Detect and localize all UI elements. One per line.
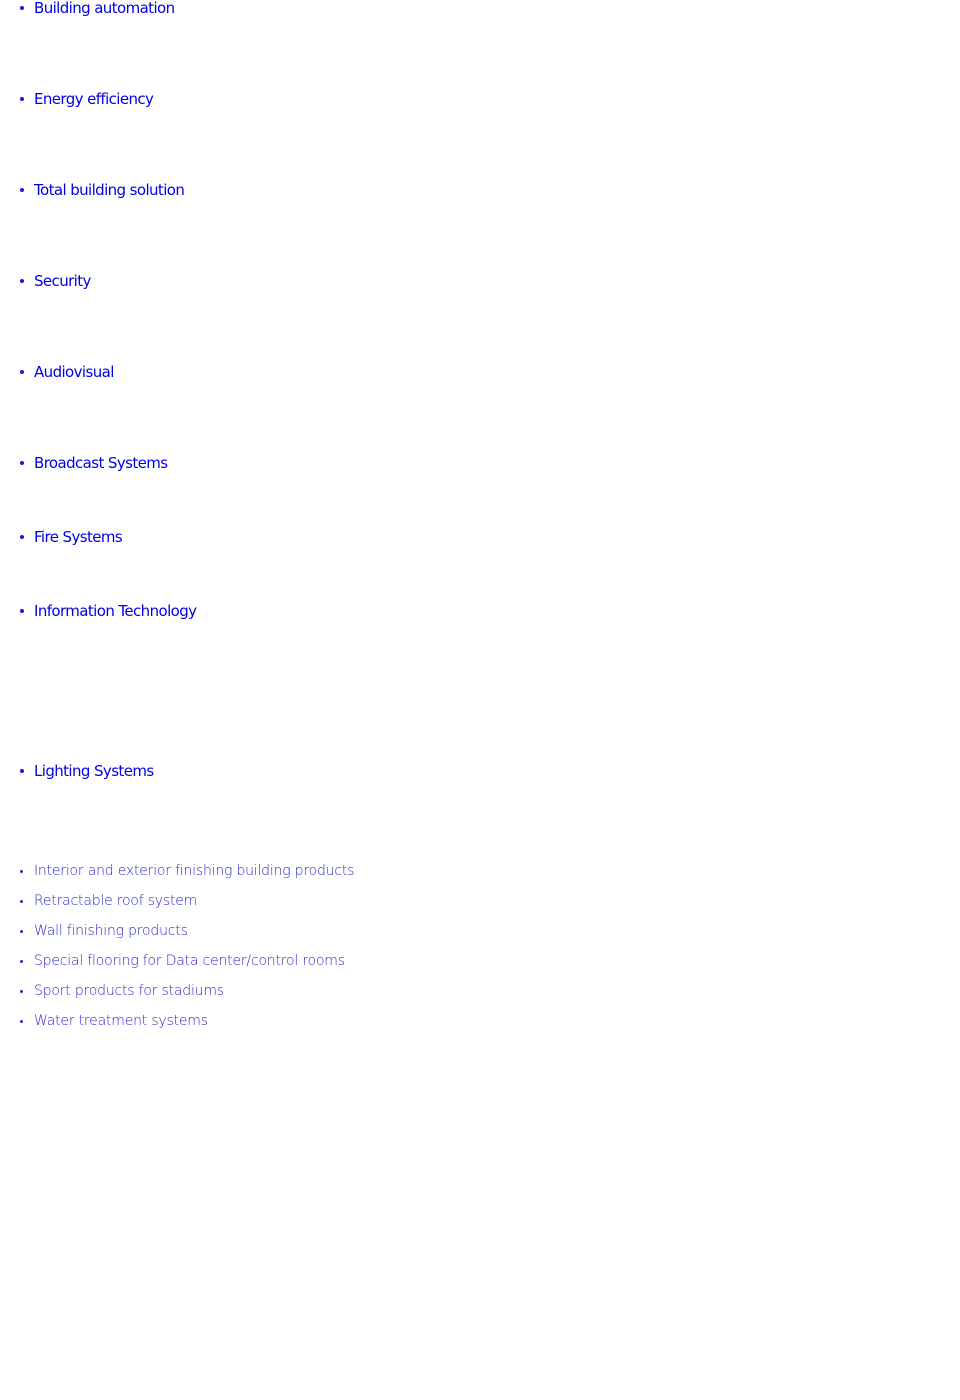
bullet-icon [20,900,23,903]
link-broadcast-systems[interactable] [20,454,167,472]
link-label: Fire Systems [34,528,123,546]
bullet-icon [20,535,24,539]
link-retractable-roof[interactable] [20,892,197,910]
link-label: Audiovisual [34,363,114,381]
bullet-icon [20,930,23,933]
link-label: Interior and exterior finishing building products [34,863,355,879]
link-sport-products[interactable] [20,982,224,1000]
link-label: Lighting Systems [34,762,154,780]
bullet-icon [20,97,24,101]
bullet-icon [20,279,24,283]
bullet-icon [20,870,23,873]
bullet-icon [20,769,24,773]
link-label: Information Technology [34,602,197,620]
link-label: Water treatment systems [34,1013,208,1029]
link-audiovisual[interactable] [20,363,114,381]
link-total-building-solution[interactable] [20,181,184,199]
bullet-icon [20,990,23,993]
link-label: Building automation [34,0,175,17]
link-water-treatment[interactable] [20,1012,208,1030]
link-security[interactable] [20,272,91,290]
link-information-technology[interactable] [20,602,196,620]
link-lighting-systems[interactable] [20,762,154,780]
link-special-flooring[interactable] [20,952,345,970]
bullet-icon [20,188,24,192]
bullet-icon [20,960,23,963]
link-wall-finishing[interactable] [20,922,188,940]
bullet-icon [20,6,24,10]
link-label: Sport products for stadiums [34,983,224,999]
link-label: Retractable roof system [34,893,198,909]
bullet-icon [20,609,24,613]
bullet-icon [20,370,24,374]
link-interior-exterior-finishing[interactable] [20,862,354,880]
link-label: Broadcast Systems [34,454,168,472]
link-label: Energy efficiency [34,90,154,108]
bullet-icon [20,461,24,465]
link-label: Total building solution [34,181,185,199]
bullet-icon [20,1020,23,1023]
link-fire-systems[interactable] [20,528,122,546]
link-building-automation[interactable] [20,0,175,17]
link-energy-efficiency[interactable] [20,90,153,108]
link-label: Wall finishing products [34,923,188,939]
link-label: Security [34,272,91,290]
link-label: Special flooring for Data center/control rooms [34,953,345,969]
